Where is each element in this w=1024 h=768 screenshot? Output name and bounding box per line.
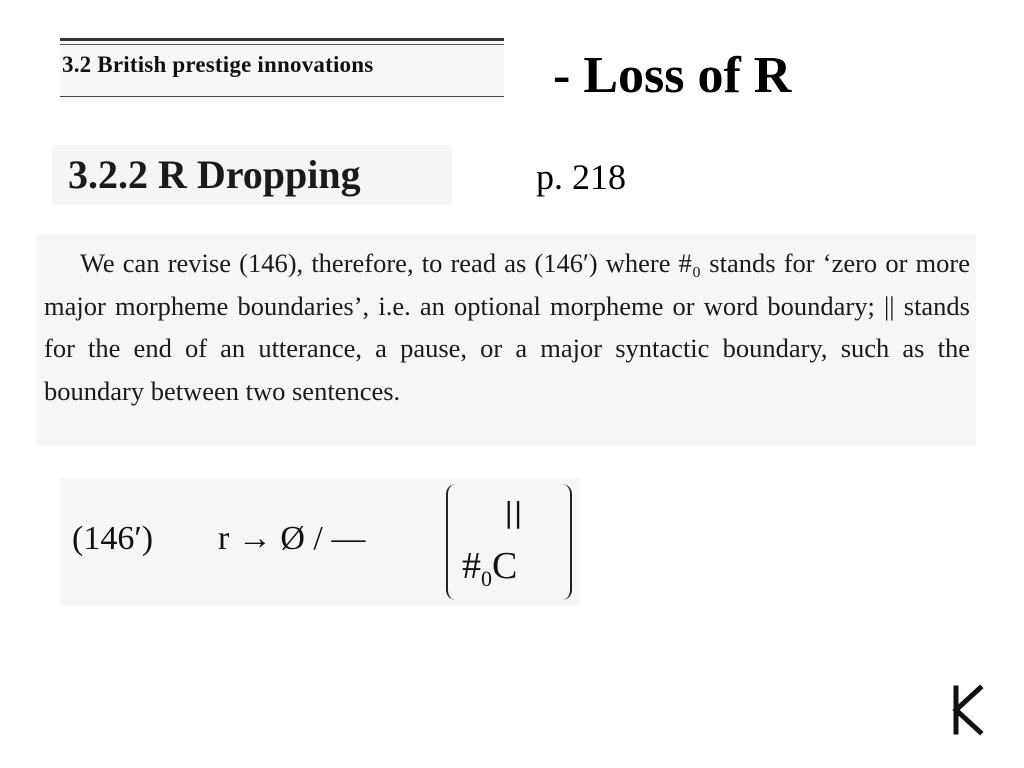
rule-option-symbol: # bbox=[462, 545, 481, 587]
body-text-scan bbox=[36, 234, 976, 446]
rune-logo-icon bbox=[948, 682, 988, 736]
subsection-title: 3.2.2 R Dropping bbox=[68, 152, 361, 197]
section-header-scan bbox=[60, 36, 504, 102]
subsection-heading-scan bbox=[52, 145, 452, 205]
rule-option-top: || bbox=[504, 496, 523, 529]
rule-label: (146′) bbox=[72, 520, 154, 557]
phonological-rule-scan bbox=[60, 478, 580, 606]
slide-title: - Loss of R bbox=[553, 47, 792, 104]
rule-expression: r → Ø / — bbox=[218, 520, 366, 557]
rule-option-subscript: 0 bbox=[481, 566, 492, 591]
header-rule-top bbox=[60, 38, 504, 41]
header-rule-top-thin bbox=[60, 44, 504, 45]
body-paragraph: We can revise (146), therefore, to read as (146′) where #₀ stands for ‘zero or more major morpheme boundaries’, i.e. an optional morpheme or word boundary; || stands for the end of an utterance, a pause, or a major syntactic boundary, such as the boundary between two sentences. bbox=[44, 248, 970, 406]
header-rule-bottom bbox=[60, 96, 504, 97]
left-brace bbox=[446, 484, 462, 600]
rule-option-tail: C bbox=[492, 545, 518, 587]
right-brace bbox=[556, 484, 572, 600]
page-reference: p. 218 bbox=[536, 157, 626, 197]
section-title: 3.2 British prestige innovations bbox=[62, 52, 374, 77]
rule-option-bottom bbox=[462, 544, 517, 592]
